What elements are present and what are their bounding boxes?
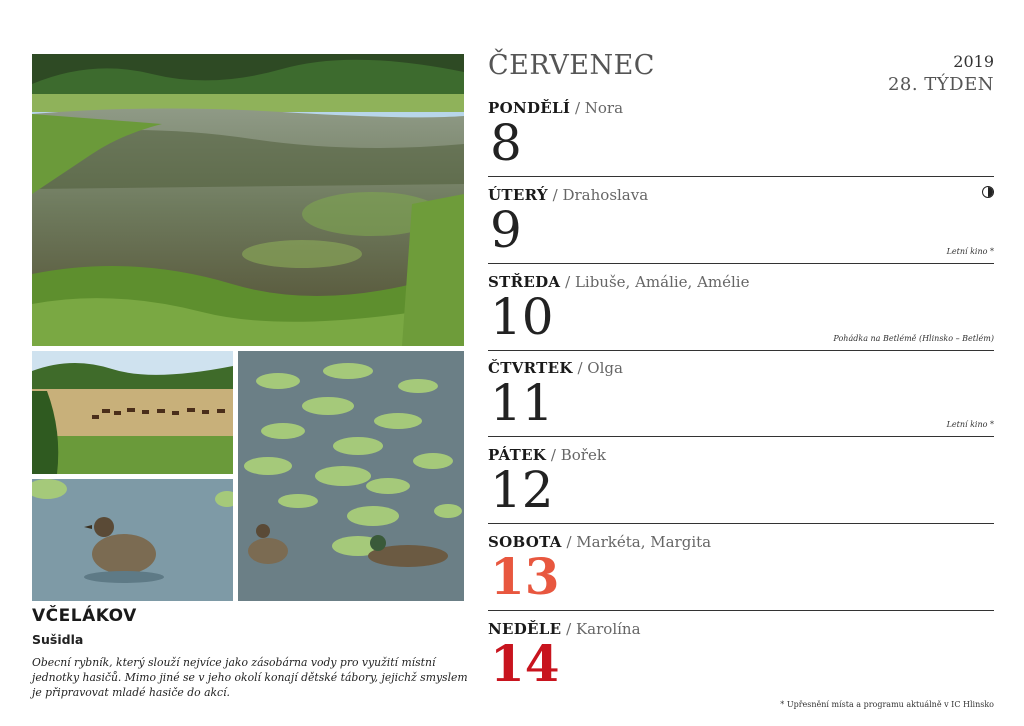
name-day: Markéta, Margita [576,533,712,551]
day-tuesday [488,178,994,264]
location-title: VČELÁKOV [32,606,137,626]
day-wednesday [488,265,994,351]
year: 2019 [953,52,994,71]
photo-cows-meadow [32,351,233,474]
day-name: PÁTEK [488,446,547,464]
event-note: Pohádka na Betlémě (Hlinsko – Betlém) [833,334,994,343]
footnote: * Upřesnění místa a programu aktuálně v IC Hlinsko [780,700,994,709]
day-name: NEDĚLE [488,620,562,638]
day-header: NEDĚLE / Karolína [488,620,641,638]
day-header: SOBOTA / Markéta, Margita [488,533,712,551]
divider [488,523,994,525]
day-sunday [488,612,994,694]
divider [488,436,994,438]
name-day: Bořek [560,446,606,464]
day-name: STŘEDA [488,273,561,291]
location-subtitle: Sušidla [32,632,84,647]
divider [488,610,994,612]
day-header: ÚTERÝ / Drahoslava [488,186,649,204]
name-day: Drahoslava [562,186,649,204]
divider [488,176,994,178]
day-friday [488,438,994,524]
day-name: ČTVRTEK [488,359,573,377]
name-day: Nora [584,99,624,117]
day-name: ÚTERÝ [488,186,548,204]
day-header: STŘEDA / Libuše, Amálie, Amélie [488,273,750,291]
day-number: 9 [490,201,522,259]
day-number: 14 [490,634,560,693]
day-name: PONDĚLÍ [488,99,571,117]
day-header: PONDĚLÍ / Nora [488,99,624,117]
event-note: Letní kino * [946,420,994,429]
day-number: 10 [490,288,554,346]
day-name: SOBOTA [488,533,562,551]
name-day: Libuše, Amálie, Amélie [574,273,750,291]
day-number: 8 [490,114,522,172]
day-number: 12 [490,461,554,519]
divider [488,263,994,265]
day-thursday [488,351,994,437]
day-number: 11 [490,374,554,432]
photo-duck [32,479,233,601]
photo-lily-pads-ducks [238,351,464,601]
day-monday [488,91,994,177]
event-note: Letní kino * [946,247,994,256]
name-day: Olga [587,359,623,377]
day-header: PÁTEK / Bořek [488,446,606,464]
month-title: ČERVENEC [488,50,655,81]
day-number: 13 [490,547,560,606]
day-header: ČTVRTEK / Olga [488,359,623,377]
week-number: 28. TÝDEN [887,74,994,95]
location-description: Obecní rybník, který slouží nejvíce jako zásobárna vody pro využití místní jednotky hasičů. Mimo jiné se v jeho okolí konají dětské tábory, jejichž smyslem je připravovat mladé hasiče do akcí. [32,656,468,699]
photo-pond [32,54,464,346]
name-day: Karolína [575,620,641,638]
day-saturday [488,525,994,611]
first-quarter-moon-icon [982,186,994,198]
